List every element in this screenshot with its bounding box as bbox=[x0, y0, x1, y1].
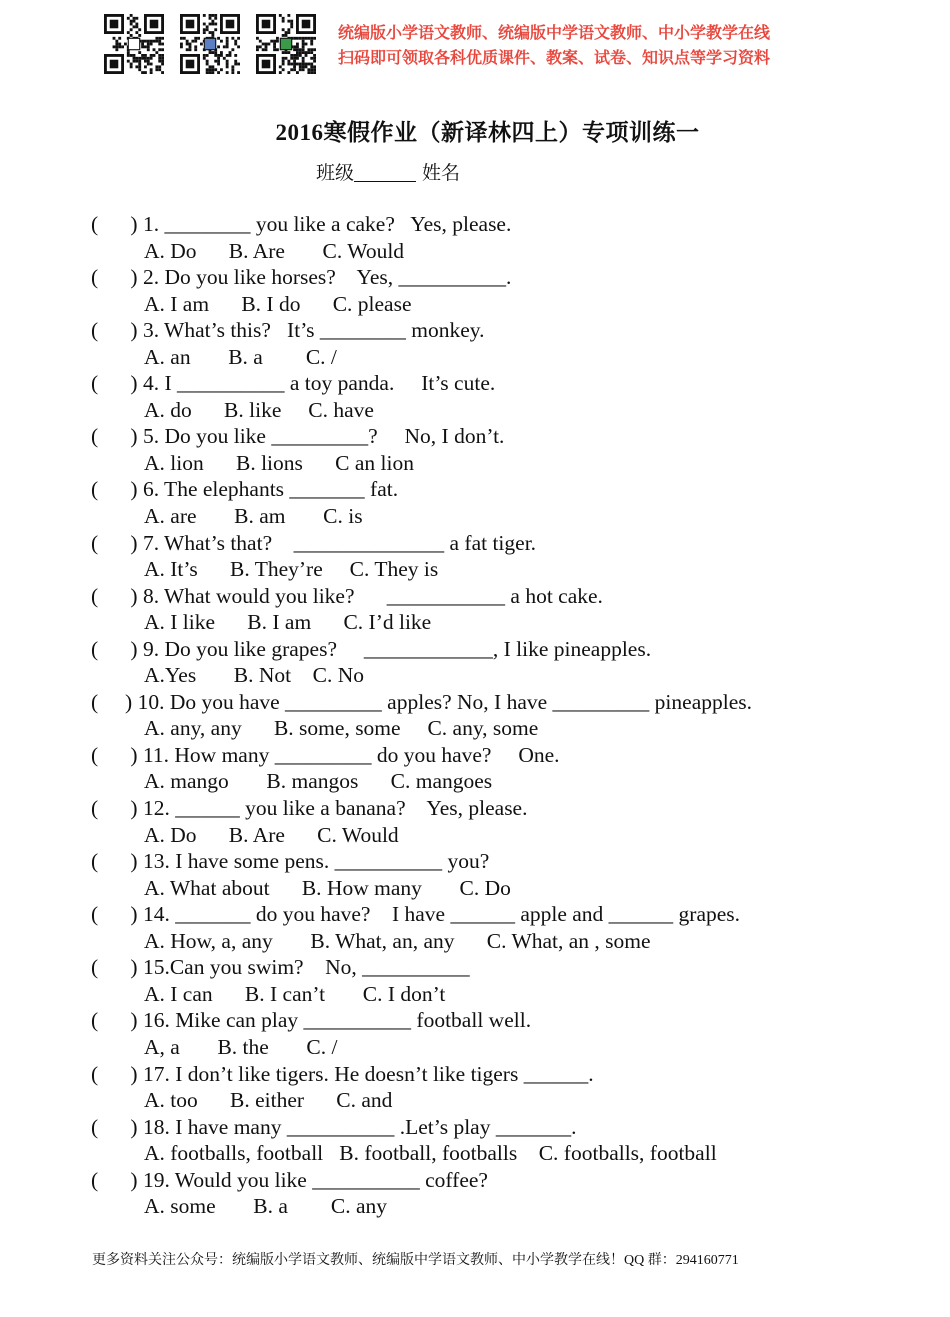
question-stem[interactable]: ( ) 1. ________ you like a cake? Yes, please. bbox=[91, 212, 512, 236]
qr-code-icon[interactable] bbox=[256, 14, 316, 74]
question-options: A. Do B. Are C. Would bbox=[144, 238, 405, 263]
class-label: 班级 bbox=[316, 163, 355, 184]
question-stem[interactable]: ( ) 5. Do you like _________? No, I don’t. bbox=[91, 424, 505, 449]
question-stem[interactable]: ( ) 10. Do you have _________ apples? No, I have _________ pineapples. bbox=[91, 689, 752, 714]
question-options: A. I can B. I can’t C. I don’t bbox=[144, 981, 446, 1006]
class-blank[interactable] bbox=[354, 161, 416, 182]
question-options: A. Do B. Are C. Would bbox=[144, 822, 399, 847]
name-label: 姓名 bbox=[422, 163, 461, 184]
question-stem[interactable]: ( ) 7. What’s that? ______________ a fat tiger. bbox=[91, 530, 537, 555]
question-stem[interactable]: ( ) 2. Do you like horses? Yes, __________. bbox=[91, 265, 512, 290]
question-stem[interactable]: ( ) 16. Mike can play __________ football well. bbox=[91, 1008, 532, 1033]
question-options: A. How, a, any B. What, an, any C. What, an , some bbox=[144, 928, 651, 953]
question-stem[interactable]: ( ) 11. How many _________ do you have? One. bbox=[91, 742, 560, 767]
question-options: A. are B. am C. is bbox=[144, 504, 363, 529]
question-options: A. too B. either C. and bbox=[144, 1088, 393, 1113]
question-options: A. It’s B. They’re C. They is bbox=[144, 557, 439, 582]
question-stem[interactable]: ( ) 14. _______ do you have? I have ______ apple and ______ grapes. bbox=[91, 902, 741, 927]
question-stem[interactable]: ( ) 3. What’s this? It’s ________ monkey. bbox=[91, 318, 485, 343]
banner-line-2: 扫码即可领取各科优质课件、教案、试卷、知识点等学习资料 bbox=[338, 48, 771, 67]
qr-code-icon[interactable] bbox=[180, 14, 240, 74]
question-options: A. do B. like C. have bbox=[144, 397, 374, 422]
question-options: A. I am B. I do C. please bbox=[144, 291, 412, 316]
question-stem[interactable]: ( ) 18. I have many __________ .Let’s play _______. bbox=[91, 1114, 577, 1139]
question-options: A. any, any B. some, some C. any, some bbox=[144, 716, 539, 741]
question-stem[interactable]: ( ) 8. What would you like? ___________ a hot cake. bbox=[91, 583, 603, 608]
question-options: A. mango B. mangos C. mangoes bbox=[144, 769, 493, 794]
question-options: A. footballs, football B. football, footballs C. footballs, football bbox=[144, 1141, 717, 1166]
question-options: A. lion B. lions C an lion bbox=[144, 450, 414, 475]
question-stem[interactable]: ( ) 13. I have some pens. __________ you? bbox=[91, 849, 490, 874]
question-options: A, a B. the C. / bbox=[144, 1034, 338, 1059]
question-stem[interactable]: ( ) 17. I don’t like tigers. He doesn’t like tigers ______. bbox=[91, 1061, 594, 1086]
question-stem[interactable]: ( ) 19. Would you like __________ coffee? bbox=[91, 1167, 488, 1192]
question-stem[interactable]: ( ) 15.Can you swim? No, __________ bbox=[91, 955, 470, 980]
page-title: 2016寒假作业（新译林四上）专项训练一 bbox=[275, 120, 700, 145]
question-options: A. I like B. I am C. I’d like bbox=[144, 610, 432, 635]
banner-line-1: 统编版小学语文教师、统编版中学语文教师、中小学教学在线 bbox=[338, 23, 771, 42]
question-stem[interactable]: ( ) 9. Do you like grapes? ____________, I like pineapples. bbox=[91, 636, 652, 661]
question-list bbox=[91, 211, 931, 1220]
class-name-line bbox=[316, 158, 460, 185]
question-stem[interactable]: ( ) 6. The elephants _______ fat. bbox=[91, 477, 399, 502]
question-stem[interactable]: ( ) 4. I __________ a toy panda. It’s cute. bbox=[91, 371, 496, 396]
question-options: A. an B. a C. / bbox=[144, 344, 337, 369]
question-options: A.Yes B. Not C. No bbox=[144, 663, 365, 688]
question-stem[interactable]: ( ) 12. ______ you like a banana? Yes, please. bbox=[91, 796, 528, 821]
question-options: A. What about B. How many C. Do bbox=[144, 875, 511, 900]
question-options: A. some B. a C. any bbox=[144, 1194, 388, 1219]
footer-text: 更多资料关注公众号：统编版小学语文教师、统编版中学语文教师、中小学教学在线！QQ 群：294160771 bbox=[92, 1253, 739, 1268]
banner-text bbox=[338, 20, 818, 70]
qr-code-icon[interactable] bbox=[104, 14, 164, 74]
